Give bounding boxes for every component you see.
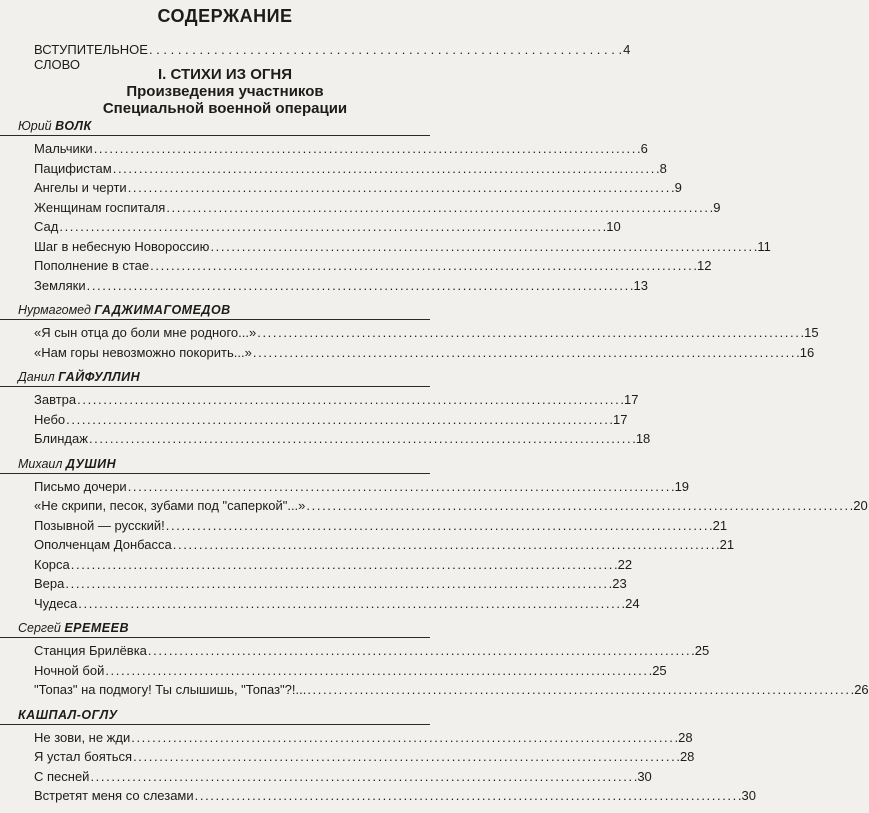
- leader-dots: [65, 574, 611, 594]
- toc-entry: [0, 555, 633, 575]
- author-first-name: Сергей: [18, 621, 61, 635]
- author-block: [0, 302, 819, 362]
- page-number: 18: [635, 431, 651, 446]
- leader-dots: [307, 680, 853, 700]
- toc-entry: [0, 178, 682, 198]
- author-first-name: Михаил: [18, 456, 63, 471]
- leader-dots: [131, 728, 677, 748]
- toc-entry: [0, 496, 868, 516]
- toc-entry: [0, 323, 819, 343]
- poem-title: Вера: [34, 576, 65, 591]
- toc-entry: [0, 516, 728, 536]
- author-name: [0, 369, 430, 387]
- leader-dots: [78, 594, 624, 614]
- author-name: [0, 302, 430, 320]
- poem-title: Завтра: [34, 392, 77, 407]
- page-number: 11: [757, 238, 771, 254]
- page-number: 19: [674, 478, 690, 494]
- section-title: I. СТИХИ ИЗ ОГНЯ: [158, 66, 292, 83]
- toc-entry: [0, 429, 651, 449]
- leader-dots: [94, 139, 640, 159]
- toc-entry: [0, 680, 869, 700]
- toc-entry: [0, 574, 627, 594]
- page-number: 12: [697, 258, 712, 273]
- toc-entry: [0, 139, 648, 159]
- page-number: 25: [652, 662, 667, 678]
- section-subtitle-2: Специальной военной операции: [102, 100, 348, 117]
- toc-entry: [0, 276, 648, 296]
- poem-title: С песней: [34, 768, 90, 784]
- author-block: [0, 456, 868, 614]
- intro-title: ВСТУПИТЕЛЬНОЕ СЛОВО: [34, 42, 148, 72]
- author-surname: ВОЛК: [55, 119, 92, 133]
- poem-title: Ополченцам Донбасса: [34, 537, 172, 552]
- poem-title: Позывной — русский!: [34, 517, 165, 533]
- poem-title: Пацифистам: [34, 160, 112, 176]
- toc-entry: [0, 343, 815, 363]
- poem-title: Мальчики: [34, 141, 93, 156]
- author-name: [0, 456, 430, 474]
- poem-title: Сад: [34, 219, 59, 234]
- toc-entry: [0, 237, 771, 257]
- page-number: 10: [606, 219, 621, 234]
- leader-dots: [71, 555, 617, 575]
- author-name: [0, 118, 430, 136]
- page-number: 24: [625, 595, 640, 611]
- author-name: [0, 707, 430, 725]
- poem-title: «Не скрипи, песок, зубами под "саперкой"...»: [34, 498, 306, 513]
- poem-title: Корса: [34, 556, 70, 572]
- poem-title: Ночной бой: [34, 662, 105, 678]
- page-number: 21: [719, 537, 735, 552]
- poem-title: Земляки: [34, 277, 86, 293]
- author-name: [0, 620, 430, 638]
- poem-title: Ангелы и черти: [34, 180, 127, 195]
- poem-title: Женщинам госпиталя: [34, 199, 166, 215]
- author-surname: ЕРЕМЕЕВ: [64, 621, 129, 635]
- page-number: 22: [617, 556, 633, 572]
- leader-dots: [105, 661, 651, 681]
- toc-entry: [0, 661, 667, 681]
- poem-title: Небо: [34, 411, 66, 427]
- poem-title: Блиндаж: [34, 431, 88, 446]
- page-number: 30: [637, 768, 652, 784]
- toc-entry: [0, 747, 695, 767]
- leader-dots: [128, 178, 674, 198]
- author-first-name: Юрий: [18, 119, 52, 133]
- page-number: 21: [712, 517, 728, 533]
- section-subtitle-1: Произведения участников: [126, 83, 324, 100]
- author-surname: ДУШИН: [65, 456, 117, 471]
- poem-title: Пополнение в стае: [34, 258, 150, 273]
- leader-dots: [66, 410, 612, 430]
- contents-list: [0, 118, 869, 813]
- leader-dots: [128, 477, 674, 497]
- leader-dots: [257, 323, 803, 343]
- toc-entry: [0, 535, 735, 555]
- page-number: 17: [613, 411, 628, 427]
- toc-entry: [0, 594, 640, 614]
- leader-dots: [253, 343, 799, 363]
- author-surname: КАШПАЛ-ОГЛУ: [18, 707, 118, 722]
- leader-dots: [87, 276, 633, 296]
- page-number: 13: [633, 277, 648, 293]
- poem-title: "Топаз" на подмогу! Ты слышишь, "Топаз"?!...: [34, 682, 307, 697]
- page-number: 15: [804, 325, 819, 340]
- poem-title: Чудеса: [34, 595, 78, 611]
- poem-title: «Я сын отца до боли мне родного...»: [34, 325, 257, 340]
- page-number: 8: [659, 160, 667, 176]
- poem-title: Не зови, не жди: [34, 729, 131, 745]
- page-number: 17: [624, 392, 639, 407]
- intro-page: 4: [623, 42, 631, 57]
- page-number: 28: [678, 729, 693, 745]
- author-block: [0, 707, 756, 806]
- toc-entry: [0, 728, 693, 748]
- leader-dots: [77, 390, 623, 410]
- toc-entry: [0, 159, 667, 179]
- leader-dots: [148, 641, 694, 661]
- author-block: [0, 369, 651, 449]
- author-surname: ГАЙФУЛЛИН: [58, 370, 141, 384]
- toc-entry: [0, 767, 652, 787]
- toc-entry: [0, 390, 639, 410]
- page-title: СОДЕРЖАНИЕ: [157, 6, 293, 26]
- page-number: 6: [640, 141, 648, 156]
- page-number: 25: [694, 643, 710, 658]
- leader-dots: [210, 237, 756, 257]
- page-number: 20: [853, 498, 868, 513]
- poem-title: Я устал бояться: [34, 749, 133, 764]
- author-first-name: Данил: [18, 370, 55, 384]
- leader-dots: [166, 516, 712, 536]
- toc-entry: [0, 477, 690, 497]
- page-number: 26: [854, 682, 869, 697]
- poem-title: Станция Брилёвка: [34, 643, 147, 658]
- poem-title: Встретят меня со слезами: [34, 788, 194, 803]
- leader-dots: [306, 496, 852, 516]
- toc-entry: [0, 256, 712, 276]
- toc-entry: [0, 217, 621, 237]
- leader-dots: [150, 256, 696, 276]
- toc-entry: [0, 786, 756, 806]
- page-number: 16: [799, 344, 815, 360]
- poem-title: Шаг в небесную Новороссию: [34, 238, 210, 254]
- poem-title: «Нам горы невозможно покорить...»: [34, 344, 252, 360]
- leader-dots: [113, 159, 659, 179]
- page-number: 30: [741, 788, 756, 803]
- leader-dots: . . . . . . . . . . . . . . . . . . . . . . . . . . . . . . . . . . . . . . . . . . . . . . . . . . . . . . . . . . . . . . . . . .: [148, 42, 623, 57]
- leader-dots: [89, 429, 635, 449]
- page-number: 28: [679, 749, 695, 764]
- leader-dots: [195, 786, 741, 806]
- leader-dots: [133, 747, 679, 767]
- leader-dots: [166, 198, 712, 218]
- leader-dots: [90, 767, 636, 787]
- author-first-name: Нурмагомед: [18, 303, 91, 317]
- section-heading: [0, 66, 450, 117]
- toc-entry: [0, 410, 628, 430]
- toc-entry: [0, 198, 721, 218]
- author-block: [0, 620, 869, 700]
- leader-dots: [173, 535, 719, 555]
- poem-title: Письмо дочери: [34, 478, 127, 494]
- leader-dots: [59, 217, 605, 237]
- author-surname: ГАДЖИМАГОМЕДОВ: [94, 303, 231, 317]
- author-block: [0, 118, 771, 295]
- page-number: 9: [713, 199, 721, 215]
- toc-entry: [0, 641, 710, 661]
- page-number: 9: [674, 180, 682, 195]
- page-number: 23: [612, 576, 627, 591]
